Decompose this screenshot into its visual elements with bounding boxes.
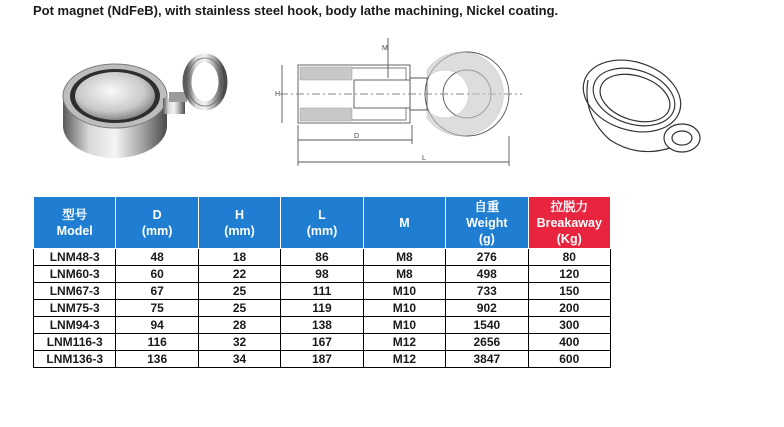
table-row	[34, 266, 611, 283]
column-header-m-l1: M	[399, 215, 410, 230]
table-cell-l: 138	[281, 317, 363, 334]
column-header-h	[198, 197, 280, 249]
table-cell-breakaway: 200	[528, 300, 610, 317]
dim-label-l: L	[422, 155, 426, 162]
table-cell-m: M8	[363, 266, 445, 283]
table-row	[34, 317, 611, 334]
table-cell-breakaway: 150	[528, 283, 610, 300]
table-cell-breakaway: 600	[528, 351, 610, 368]
table-cell-l: 119	[281, 300, 363, 317]
table-cell-h: 28	[198, 317, 280, 334]
column-header-l-l1: L	[318, 207, 326, 222]
table-row	[34, 300, 611, 317]
column-header-model-l1: 型号	[62, 207, 88, 222]
table-cell-h: 34	[198, 351, 280, 368]
dim-label-d: D	[354, 133, 360, 140]
product-photo	[55, 40, 245, 165]
column-header-h-l2: (mm)	[224, 223, 255, 238]
table-row	[34, 334, 611, 351]
table-cell-m: M10	[363, 300, 445, 317]
table-cell-m: M10	[363, 283, 445, 300]
table-cell-weight: 2656	[446, 334, 528, 351]
table-cell-breakaway: 120	[528, 266, 610, 283]
dim-label-h: H	[275, 91, 281, 98]
column-header-h-l1: H	[235, 207, 245, 222]
column-header-breakaway-l1: 拉脱力	[550, 199, 589, 214]
table-cell-d: 67	[116, 283, 198, 300]
table-cell-d: 48	[116, 249, 198, 266]
table-header-row	[34, 197, 611, 249]
dim-label-m: M	[382, 45, 388, 52]
technical-drawing	[262, 30, 562, 180]
table-cell-h: 18	[198, 249, 280, 266]
table-cell-weight: 902	[446, 300, 528, 317]
table-cell-model: LNM136-3	[34, 351, 116, 368]
table-cell-h: 25	[198, 300, 280, 317]
table-cell-model: LNM116-3	[34, 334, 116, 351]
table-cell-model: LNM48-3	[34, 249, 116, 266]
table-cell-d: 60	[116, 266, 198, 283]
table-cell-m: M10	[363, 317, 445, 334]
table-cell-d: 116	[116, 334, 198, 351]
table-cell-model: LNM60-3	[34, 266, 116, 283]
table-row	[34, 249, 611, 266]
table-cell-m: M12	[363, 351, 445, 368]
column-header-weight	[446, 197, 528, 249]
table-cell-weight: 498	[446, 266, 528, 283]
table-cell-m: M12	[363, 334, 445, 351]
table-cell-l: 111	[281, 283, 363, 300]
table-cell-d: 75	[116, 300, 198, 317]
table-row	[34, 283, 611, 300]
column-header-l	[281, 197, 363, 249]
table-cell-l: 187	[281, 351, 363, 368]
table-cell-breakaway: 80	[528, 249, 610, 266]
column-header-d-l2: (mm)	[141, 223, 173, 238]
column-header-l-l2: (mm)	[306, 223, 338, 238]
column-header-d-l1: D	[152, 207, 162, 222]
column-header-model	[34, 197, 116, 249]
table-cell-h: 22	[198, 266, 280, 283]
table-cell-model: LNM94-3	[34, 317, 116, 334]
column-header-weight-l3: (g)	[478, 231, 495, 246]
column-header-breakaway	[528, 197, 610, 249]
table-cell-l: 86	[281, 249, 363, 266]
column-header-model-l2: Model	[56, 223, 93, 238]
table-cell-h: 25	[198, 283, 280, 300]
table-cell-weight: 733	[446, 283, 528, 300]
table-cell-h: 32	[198, 334, 280, 351]
table-cell-l: 167	[281, 334, 363, 351]
table-cell-l: 98	[281, 266, 363, 283]
column-header-m	[363, 197, 445, 249]
product-sketch	[570, 40, 720, 165]
table-cell-d: 94	[116, 317, 198, 334]
specification-table	[33, 196, 611, 368]
table-cell-m: M8	[363, 249, 445, 266]
table-cell-weight: 276	[446, 249, 528, 266]
table-cell-breakaway: 400	[528, 334, 610, 351]
table-cell-weight: 1540	[446, 317, 528, 334]
table-cell-model: LNM75-3	[34, 300, 116, 317]
table-cell-weight: 3847	[446, 351, 528, 368]
column-header-weight-l2: Weight	[466, 215, 508, 230]
table-row	[34, 351, 611, 368]
column-header-breakaway-l3: (Kg)	[556, 231, 582, 246]
table-cell-d: 136	[116, 351, 198, 368]
column-header-weight-l1: 自重	[474, 199, 500, 214]
table-cell-breakaway: 300	[528, 317, 610, 334]
table-cell-model: LNM67-3	[34, 283, 116, 300]
page-title: Pot magnet (NdFeB), with stainless steel hook, body lathe machining, Nickel coating.	[33, 3, 559, 18]
column-header-d	[116, 197, 198, 249]
column-header-breakaway-l2: Breakaway	[536, 215, 602, 230]
